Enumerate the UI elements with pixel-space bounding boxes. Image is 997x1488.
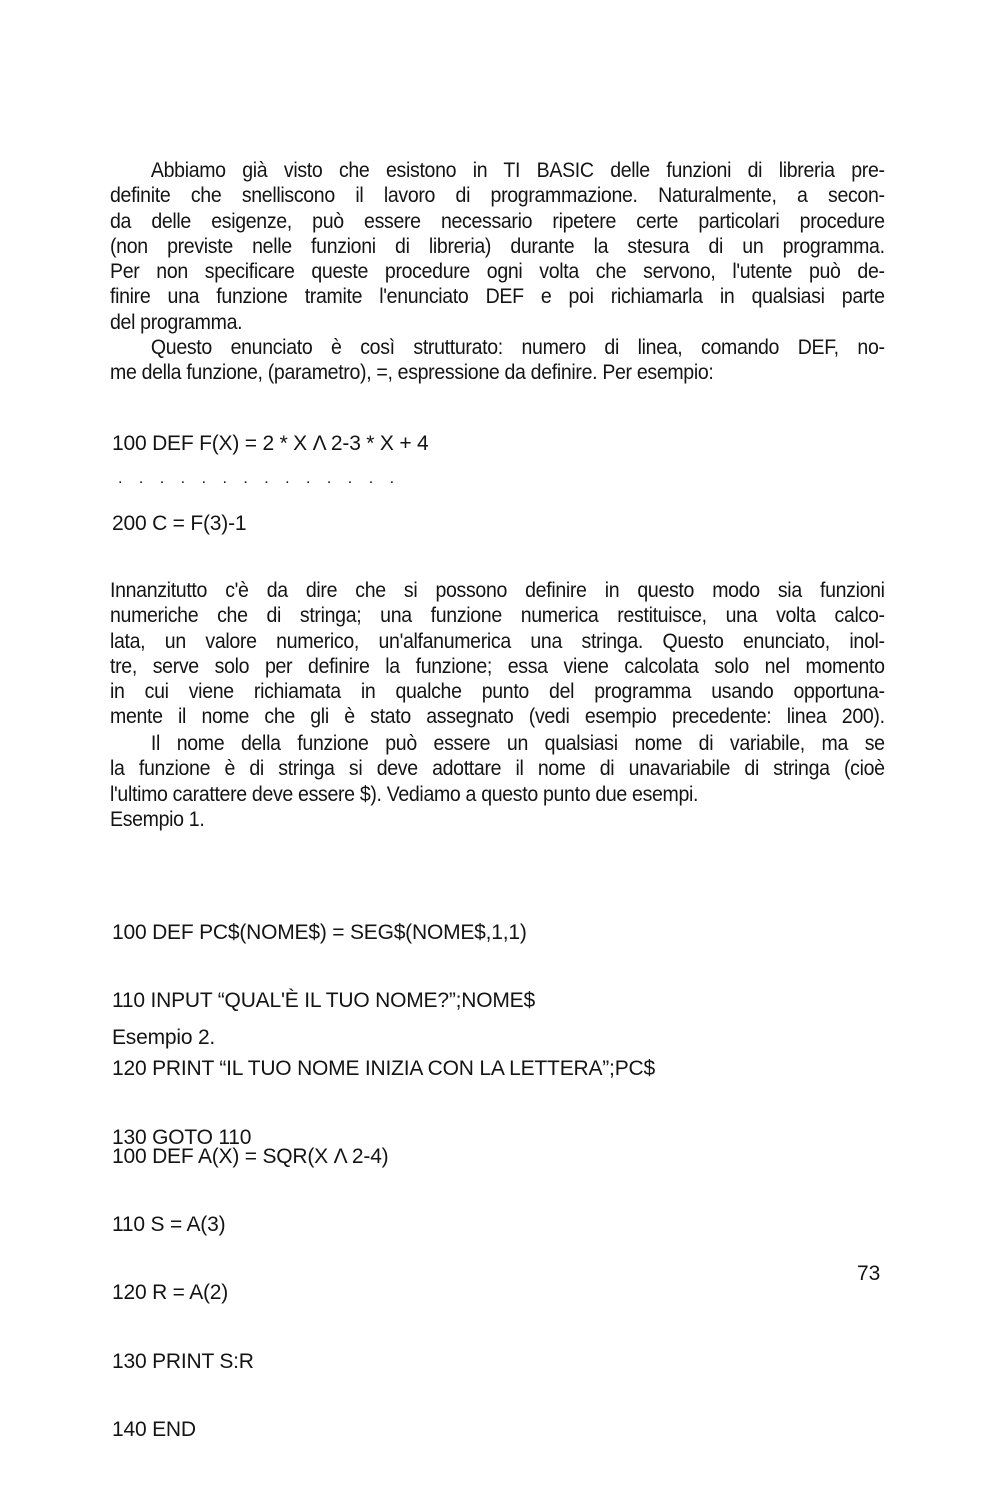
- text-line: mente il nome che gli è stato assegnato (vedi esempio precedente: linea 200).: [110, 705, 885, 729]
- text-line: finire una funzione tramite l'enunciato DEF e poi richiamarla in qualsiasi parte: [110, 285, 885, 309]
- example-2-label: Esempio 2.: [112, 1026, 216, 1049]
- code-line: 110 S = A(3): [112, 1212, 226, 1236]
- code-line: 100 DEF PC$(NOME$) = SEG$(NOME$,1,1): [112, 920, 527, 944]
- code-line: 120 PRINT “IL TUO NOME INIZIA CON LA LETTERA”;PC$: [112, 1057, 655, 1081]
- code-example-call: 200 C = F(3)-1: [112, 512, 247, 535]
- paragraph-naming: [110, 731, 885, 832]
- code-line: 140 END: [112, 1418, 196, 1442]
- text-line: Per non specificare queste procedure ogni volta che servono, l'utente può de-: [110, 260, 885, 284]
- code-line: 130 PRINT S:R: [112, 1349, 254, 1373]
- code-line: 130 GOTO 110: [112, 1125, 252, 1149]
- ellipsis-dots: . . . . . . . . . . . . . .: [118, 470, 401, 487]
- paragraph-structure: [110, 335, 885, 386]
- text-line: numeriche che di stringa; una funzione numerica restituisce, una volta calco-: [110, 604, 885, 628]
- code-example-def: 100 DEF F(X) = 2 * X Λ 2-3 * X + 4: [112, 432, 429, 455]
- text-line: Abbiamo già visto che esistono in TI BASIC delle funzioni di libreria pre-: [150, 159, 885, 182]
- text-line: da delle esigenze, può essere necessario ripetere certe particolari procedure: [110, 209, 885, 233]
- code-line: 110 INPUT “QUAL'È IL TUO NOME?”;NOME$: [112, 988, 535, 1012]
- text-line: lata, un valore numerico, un'alfanumerica una stringa. Questo enunciato, inol-: [110, 629, 885, 653]
- text-line: tre, serve solo per definire la funzione; essa viene calcolata solo nel momento: [110, 654, 885, 678]
- paragraph-intro: [110, 158, 885, 335]
- text-line: l'ultimo carattere deve essere $). Vediamo a questo punto due esempi.: [110, 782, 699, 806]
- text-line: Questo enunciato è così strutturato: numero di linea, comando DEF, no-: [150, 336, 885, 359]
- paragraph-explanation: [110, 578, 885, 730]
- text-line: definite che snelliscono il lavoro di programmazione. Naturalmente, a secon-: [110, 184, 885, 208]
- text-line: (non previste nelle funzioni di libreria) durante la stesura di un programma.: [110, 234, 885, 258]
- text-line: in cui viene richiamata in qualche punto del programma usando opportuna-: [110, 680, 885, 704]
- text-line: me della funzione, (parametro), =, espressione da definire. Per esempio:: [110, 361, 714, 385]
- example-1-label: Esempio 1.: [110, 807, 205, 831]
- text-line: del programma.: [110, 310, 243, 334]
- text-line: Innanzitutto c'è da dire che si possono definire in questo modo sia funzioni: [110, 579, 885, 602]
- code-line: 120 R = A(2): [112, 1281, 229, 1305]
- text-line: la funzione è di stringa si deve adottare il nome di unavariabile di stringa (cioè: [110, 757, 885, 781]
- code-line: 100 DEF A(X) = SQR(X Λ 2-4): [112, 1144, 389, 1168]
- code-example-2: [112, 1100, 388, 1488]
- text-line: Il nome della funzione può essere un qualsiasi nome di variabile, ma se: [150, 732, 885, 755]
- page-number: 73: [857, 1262, 881, 1285]
